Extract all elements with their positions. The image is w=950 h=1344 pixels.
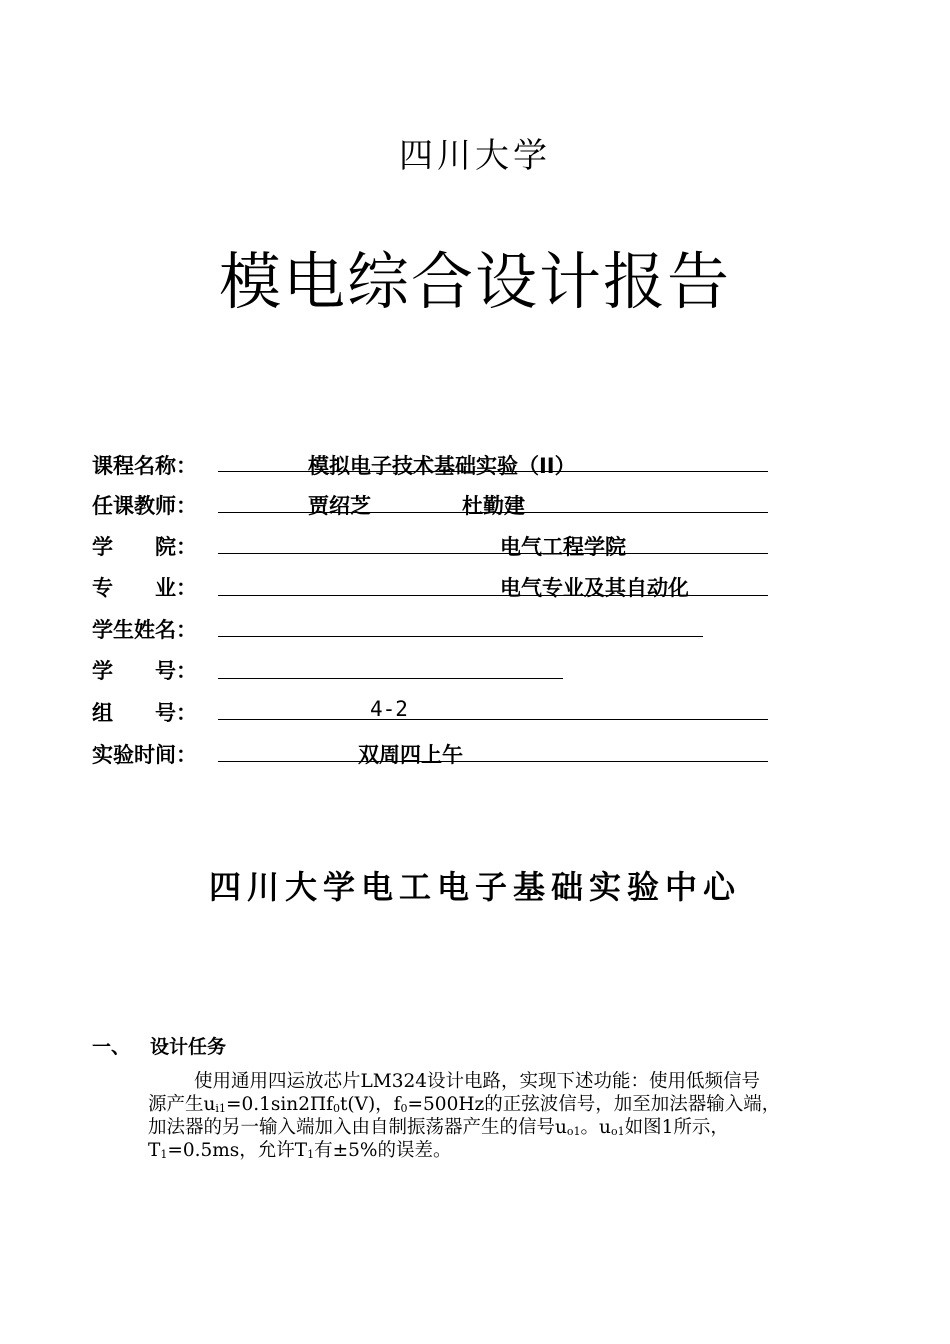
para-line-2: 源产生$u_{i1}=0.1\sin 2\Pi f_0t(V)$，$f_0=500Hz$的正弦波信号，加至加法器输入端， [148, 1094, 781, 1115]
para-line-4: $T_1=0.5ms$，允许$T_1$有±5%的误差。 [148, 1140, 452, 1161]
group-underline [218, 719, 768, 720]
course-value: 模拟电子技术基础实验（II） [308, 454, 576, 478]
major-value: 电气专业及其自动化 [500, 576, 689, 600]
task-paragraph [148, 1070, 878, 1162]
lab-center-name: 四川大学电工电子基础实验中心 [208, 868, 741, 906]
para-line-1: 使用通用四运放芯片LM324设计电路，实现下述功能：使用低频信号 [194, 1071, 761, 1092]
time-underline [218, 761, 768, 762]
report-title: 模电综合设计报告 [218, 245, 731, 318]
time-label: 实验时间： [92, 743, 197, 767]
teacher-1: 贾绍芝 [308, 494, 371, 518]
student-id-label: 学 号： [92, 659, 197, 683]
para-line-3: 加法器的另一输入端加入由自制振荡器产生的信号$u_{o1}$。$u_{o1}$如图1所示， [148, 1117, 729, 1138]
teacher-2: 杜勤建 [462, 494, 525, 518]
teacher-label: 任课教师： [92, 494, 197, 518]
college-underline [218, 553, 768, 554]
group-value: 4-2 [370, 697, 408, 721]
course-label: 课程名称： [92, 454, 197, 478]
section-number: 一、 [92, 1036, 131, 1058]
student-id-underline [218, 678, 563, 679]
group-label: 组 号： [92, 701, 197, 725]
university-name: 四川大学 [399, 136, 551, 176]
college-value: 电气工程学院 [500, 535, 626, 559]
section-title: 设计任务 [150, 1036, 227, 1058]
major-label: 专 业： [92, 576, 197, 600]
student-name-underline [218, 636, 703, 637]
time-value: 双周四上午 [358, 743, 463, 767]
college-label: 学 院： [92, 535, 197, 559]
student-name-label: 学生姓名： [92, 618, 197, 642]
